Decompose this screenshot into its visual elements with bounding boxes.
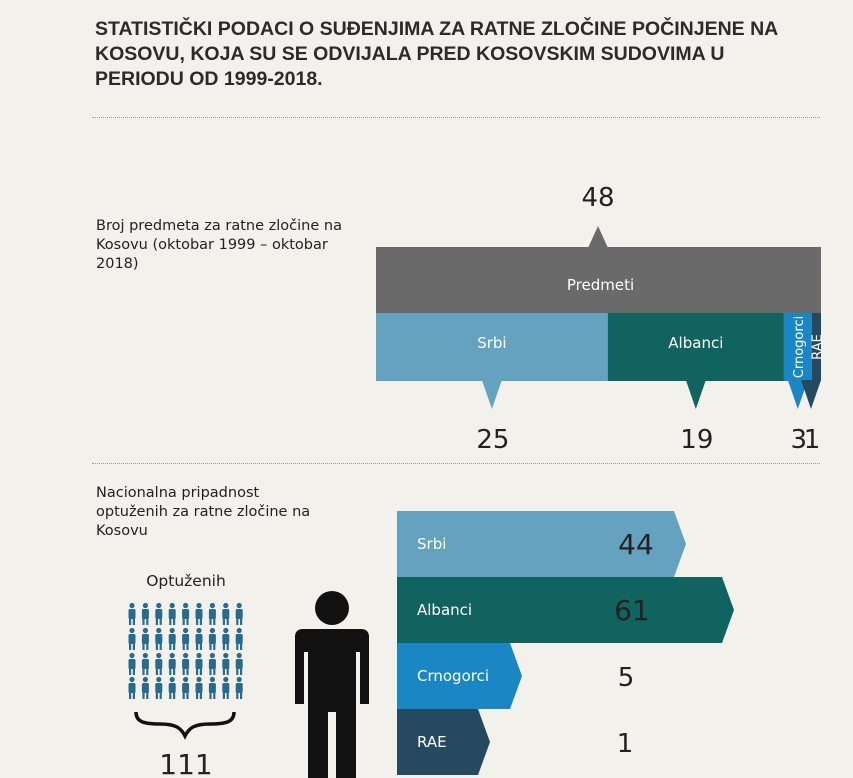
cases-label-albanci: Albanci [668,334,724,352]
person-small-icon [209,603,216,625]
person-small-icon [169,628,176,650]
brace-icon [136,712,234,736]
person-small-icon [129,677,136,699]
cases-label-crnogorci: Crnogorci [791,315,807,379]
person-small-icon [196,677,203,699]
person-small-icon [155,677,162,699]
cases-pointer-albanci [686,380,706,409]
person-small-icon [222,677,229,699]
accused-total: 111 [159,748,213,778]
accused-label-srbi: Srbi [417,535,447,553]
person-small-icon [196,628,203,650]
cases-description: Broj predmeta za ratne zločine na Kosovu (oktobar 1999 – oktobar 2018) [96,218,342,272]
person-small-icon [142,628,149,650]
cases-chart [376,183,825,455]
person-small-icon [129,628,136,650]
person-small-icon [169,677,176,699]
person-small-icon [182,603,189,625]
person-icon [295,591,369,778]
accused-value-rae: 1 [616,729,634,759]
person-small-icon [209,653,216,675]
person-small-icon [236,677,243,699]
person-small-icon [142,677,149,699]
person-small-icon [182,653,189,675]
cases-value-albanci: 19 [680,425,714,455]
person-small-icon [236,653,243,675]
person-small-icon [142,603,149,625]
cases-pointer-rae [801,380,821,409]
accused-value-srbi: 44 [618,528,654,561]
person-small-icon [236,628,243,650]
page-title: STATISTIČKI PODACI O SUĐENJIMA ZA RATNE ZLOČINE POČINJENE NA KOSOVU, KOJA SU SE ODVIJALA PRED KOSOVSKIM SUDOVIMA U PERIODU OD 1999-2018. [95,18,778,90]
cases-label-srbi: Srbi [477,334,507,352]
accused-label-albanci: Albanci [417,601,473,619]
accused-value-albanci: 61 [614,594,650,627]
accused-label-crnogorci: Crnogorci [417,667,490,685]
person-small-icon [222,628,229,650]
person-small-icon [155,628,162,650]
person-small-icon [129,653,136,675]
person-small-icon [142,653,149,675]
person-small-icon [155,653,162,675]
accused-description: Nacionalna pripadnost optuženih za ratne zločine na Kosovu [96,485,311,539]
accused-label: Optuženih [146,572,226,590]
accused-value-crnogorci: 5 [617,663,635,693]
person-small-icon [209,628,216,650]
person-small-icon [196,653,203,675]
cases-label-rae: RAE [810,334,826,360]
person-small-icon [182,677,189,699]
person-small-icon [169,603,176,625]
total-bar-pointer [588,226,608,248]
cases-value-rae: 1 [803,425,821,455]
person-small-icon [209,677,216,699]
person-small-icon [155,603,162,625]
person-small-icon [222,603,229,625]
accused-pictogram [129,603,243,699]
person-small-icon [169,653,176,675]
total-value: 48 [581,183,615,213]
person-small-icon [182,628,189,650]
person-small-icon [129,603,136,625]
person-small-icon [196,603,203,625]
person-small-icon [222,653,229,675]
cases-pointer-srbi [482,380,502,409]
accused-label-rae: RAE [417,733,447,751]
cases-value-srbi: 25 [476,425,510,455]
total-label: Predmeti [566,276,635,294]
accused-chart [397,511,734,775]
cases-value-crnogorci: 3 [790,425,808,455]
person-small-icon [236,603,243,625]
